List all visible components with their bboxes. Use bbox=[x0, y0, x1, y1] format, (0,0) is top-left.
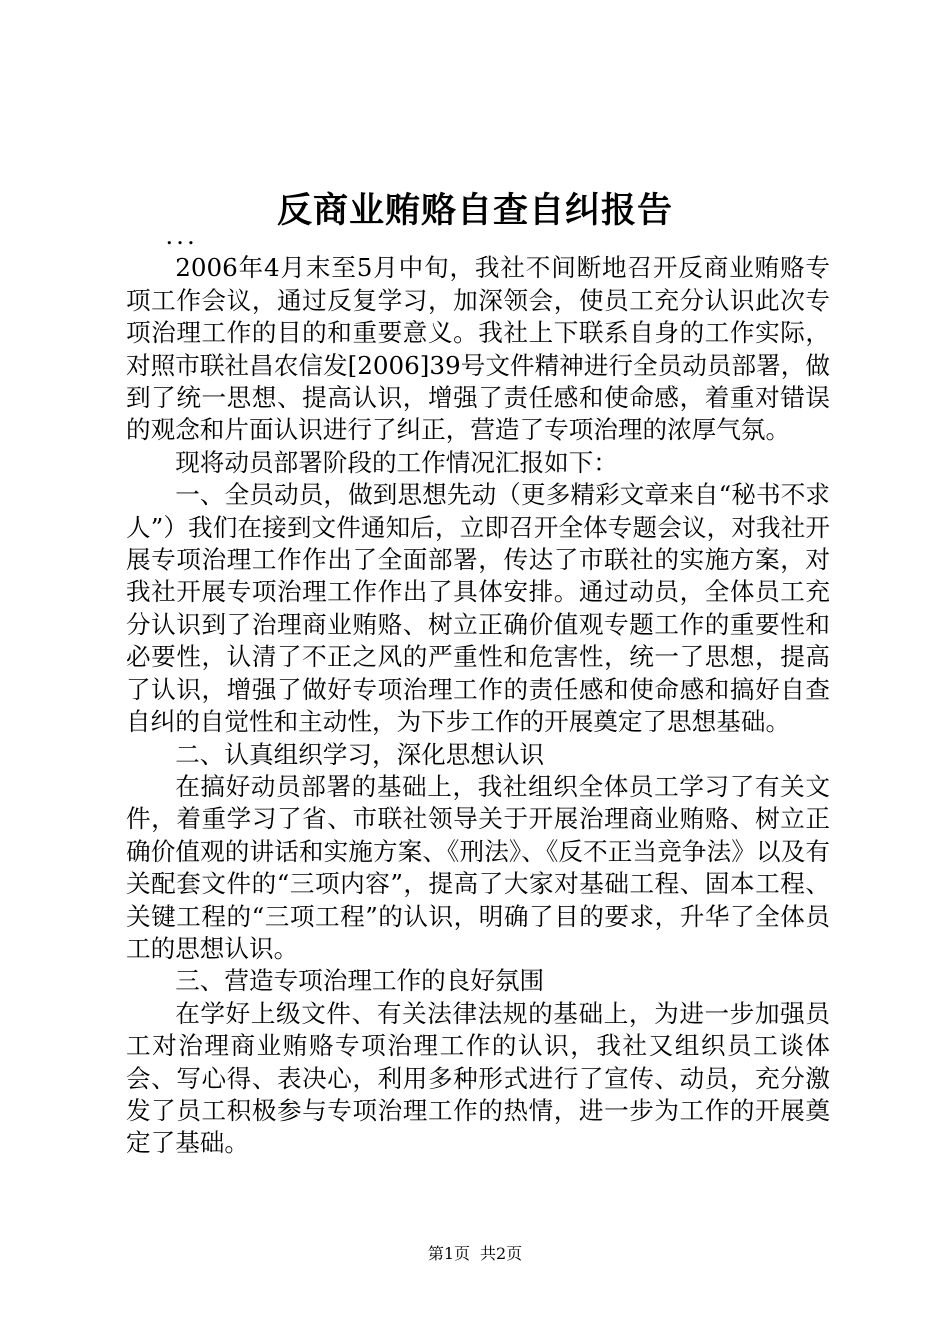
ellipsis-paragraph: ... bbox=[165, 221, 198, 250]
page-footer bbox=[0, 1243, 950, 1265]
document-body bbox=[126, 220, 830, 1160]
section-heading: 二、认真组织学习，深化思想认识 bbox=[175, 739, 545, 769]
body-paragraph: 在学好上级文件、有关法律法规的基础上，为进一步加强员工对治理商业贿赂专项治理工作的认识，我社又组织员工谈体会、写心得、表决心，利用多种形式进行了宣传、动员，充分激发了员工积极参与专项治理工作的热情，进一步为工作的开展奠定了基础。 bbox=[126, 998, 830, 1158]
document-title: 反商业贿赂自查自纠报告 bbox=[276, 190, 673, 231]
body-paragraph: 现将动员部署阶段的工作情况汇报如下： bbox=[175, 447, 618, 477]
body-paragraph: 2006年4月末至5月中旬，我社不间断地召开反商业贿赂专项工作会议，通过反复学习，加深领会，使员工充分认识此次专项治理工作的目的和重要意义。我社上下联系自身的工作实际，对照市联社昌农信发[2006]39号文件精神进行全员动员部署，做到了统一思想、提高认识，增强了责任感和使命感，着重对错误的观念和片面认识进行了纠正，营造了专项治理的浓厚气氛。 bbox=[126, 253, 830, 445]
section-heading: 三、营造专项治理工作的良好氛围 bbox=[175, 966, 545, 996]
body-paragraph: 一、全员动员，做到思想先动（更多精彩文章来自“秘书不求人”）我们在接到文件通知后，立即召开全体专题会议，对我社开展专项治理工作作出了全面部署，传达了市联社的实施方案，对我社开展专项治理工作作出了具体安排。通过动员，全体员工充分认识到了治理商业贿赂、树立正确价值观专题工作的重要性和必要性，认清了不正之风的严重性和危害性，统一了思想，提高了认识，增强了做好专项治理工作的责任感和使命感和搞好自查自纠的自觉性和主动性，为下步工作的开展奠定了思想基础。 bbox=[126, 480, 830, 737]
body-paragraph: 在搞好动员部署的基础上，我社组织全体员工学习了有关文件，着重学习了省、市联社领导关于开展治理商业贿赂、树立正确价值观的讲话和实施方案、《刑法》、《反不正当竞争法》以及有关配套文件的“三项内容”，提高了大家对基础工程、固本工程、关键工程的“三项工程”的认识，明确了目的要求，升华了全体员工的思想认识。 bbox=[126, 771, 830, 963]
page-number: 第1页 bbox=[427, 1244, 470, 1263]
page-total: 共2页 bbox=[480, 1244, 523, 1263]
